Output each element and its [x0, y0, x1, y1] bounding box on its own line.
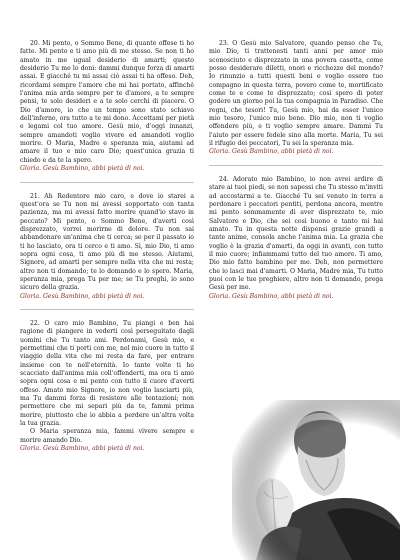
left-column: [20, 40, 194, 460]
prayer-20-refrain: Gloria. Gesù Bambino, abbi pietà di noi.: [20, 165, 145, 173]
prayer-23-refrain: Gloria. Gesù Bambino, abbi pietà di noi.: [209, 148, 334, 156]
prayer-21: [20, 193, 194, 301]
separator: [209, 165, 383, 166]
prayer-21-refrain: Gloria. Gesù Bambino, abbi pietà di noi.: [20, 292, 145, 300]
prayer-24-text: 24. Adorato mio Bambino, io non avrei ardire di stare ai tuoi piedi, se non sapessi che Tu stesso m'inviti ad accostarmi a te. Giacché Tu sei venuto in terra a perdonare i peccatori pentiti, perdona ancora, mentre mi pento sommamente di aver disprezzato te, mio Salvatore e Dio, che sei così buono e tanto mi hai amato. Tu in questa notte dispensi grazie grandi a tante anime, consola anche l'anima mia. La grazia che voglio è la grazia d'amarti, da oggi in avanti, con tutto il mio cuore; infiammami tutto del tuo amore. Ti amo, Dio mio fatto bambino per me. Deh, non permettere che io lasci mai d'amarti. O Maria, Madre mia, Tu tutto puoi con le tue preghiere, altro non ti domando, prega Gesù per me.: [209, 175, 383, 292]
prayer-20: [20, 40, 194, 174]
prayer-24: [209, 176, 383, 301]
prayer-22-refrain: Gloria. Gesù Bambino, abbi pietà di noi.: [20, 445, 145, 453]
prayer-23-text: 23. O Gesù mio Salvatore, quando penso che Tu, mio Dio, ti trattenesti tanti anni per amor mio sconosciuto e disprezzato in una povera casetta, come posso desiderare diletti, onori e ricchezze del mondo? Io rinunzio a tutti questi beni e voglio essere tuo compagno in questa terra, povero come te, mortificato come te e come te disprezzato; così spero di poter godere un giorno poi la tua compagnia in Paradiso. Che regni, che tesori! Tu, Gesù mio, hai da esser l'unico mio tesoro, l'unico mio bene. Dio mio, non ti voglio offendere più, e ti voglio sempre amare. Dammi Tu l'aiuto per essere fedele sino alla morte. Maria, Tu sei il rifugio dei peccatori, Tu sei la speranza mia.: [209, 40, 383, 148]
praying-friar-illustration: [232, 400, 400, 560]
prayer-22-marian-line: O Maria speranza mia, fammi vivere sempre e morire amando Dio.: [20, 428, 194, 444]
prayer-22: [20, 320, 194, 454]
photo-vignette: [232, 400, 400, 560]
separator: [20, 182, 194, 183]
separator: [20, 309, 194, 310]
praying-friar-photo: [232, 400, 400, 560]
prayer-23: [209, 40, 383, 157]
prayer-24-refrain: Gloria. Gesù Bambino, abbi pietà di noi.: [209, 292, 334, 300]
right-column: [209, 40, 383, 308]
prayer-21-text: 21. Ah Redentore mio caro, e dove io starei a quest'ora se Tu non mi avessi sopportato con tanta pazienza, ma mi avessi fatto morire quand'io stavo in peccato? Mi pento, o Sommo Bene, d'averti così disprezzato, vorrei morirne di dolore. Tu non sai abbandonare un'anima che ti cerca; se per il passato io ti ho lasciato, ora ti cerco e ti amo. Sì, mio Dio, ti amo sopra ogni cosa, ti amo più di me stesso. Aiutami, Signore, ad amarti per sempre nella vita che mi resta; altro non ti domando; te lo domando e lo spero. Maria, speranza mia, prega Tu per me; se Tu preghi, io sono sicuro della grazia.: [20, 192, 194, 292]
prayer-22-text: 22. O caro mio Bambino, Tu piangi e ben hai ragione di piangere in vederti così perseguitato dagli uomini che Tu tanto ami. Perdonami, Gesù mio, e permettimi che ti porti con me, nel mio cuore in tutto il viaggio della vita che mi resta da fare, per entrare insieme con te nell'eternità. Io tante volte ti ho scacciato dall'anima mia coll'offenderti, ma ora ti amo sopra ogni cosa e mi pento con tutto il cuore d'averti offeso. Amato mio Signore, io non voglio lasciarti più, ma Tu dammi forza di resistere alle tentazioni; non permettere che mi separi più da te, fammi prima morire, piuttosto che io abbia a perdere un'altra volta la tua grazia.: [20, 319, 194, 428]
prayer-20-text: 20. Mi pento, o Sommo Bene, di quante offese ti ho fatte. Mi pento e ti amo più di me stesso. Se non ti ho amato in me ugual desiderio di amarti; questo desiderio Tu me lo doni: dammi dunque forza di amarti assai. E giacché tu mi assai ciò assai ti ha offeso. Deh, ricordami sempre l'amore che mi hai portato, affinché l'anima mia arda sempre per te d'amore, a te sempre pensi, te solo desideri e a te solo cerchi di piacere. O Dio d'amore, io che un tempo sono stato schiavo dell'inferno, ora tutto a te mi dono. Accettami per pietà e legami col tuo amore. Gesù mio, d'oggi innanzi, sempre amandoti voglio vivere ed amandoti voglio morire. O Maria, Madre e speranza mia, aiutami ad amare il tuo e mio caro Dio; quest'unica grazia ti chiedo e da te la spero.: [20, 40, 194, 164]
